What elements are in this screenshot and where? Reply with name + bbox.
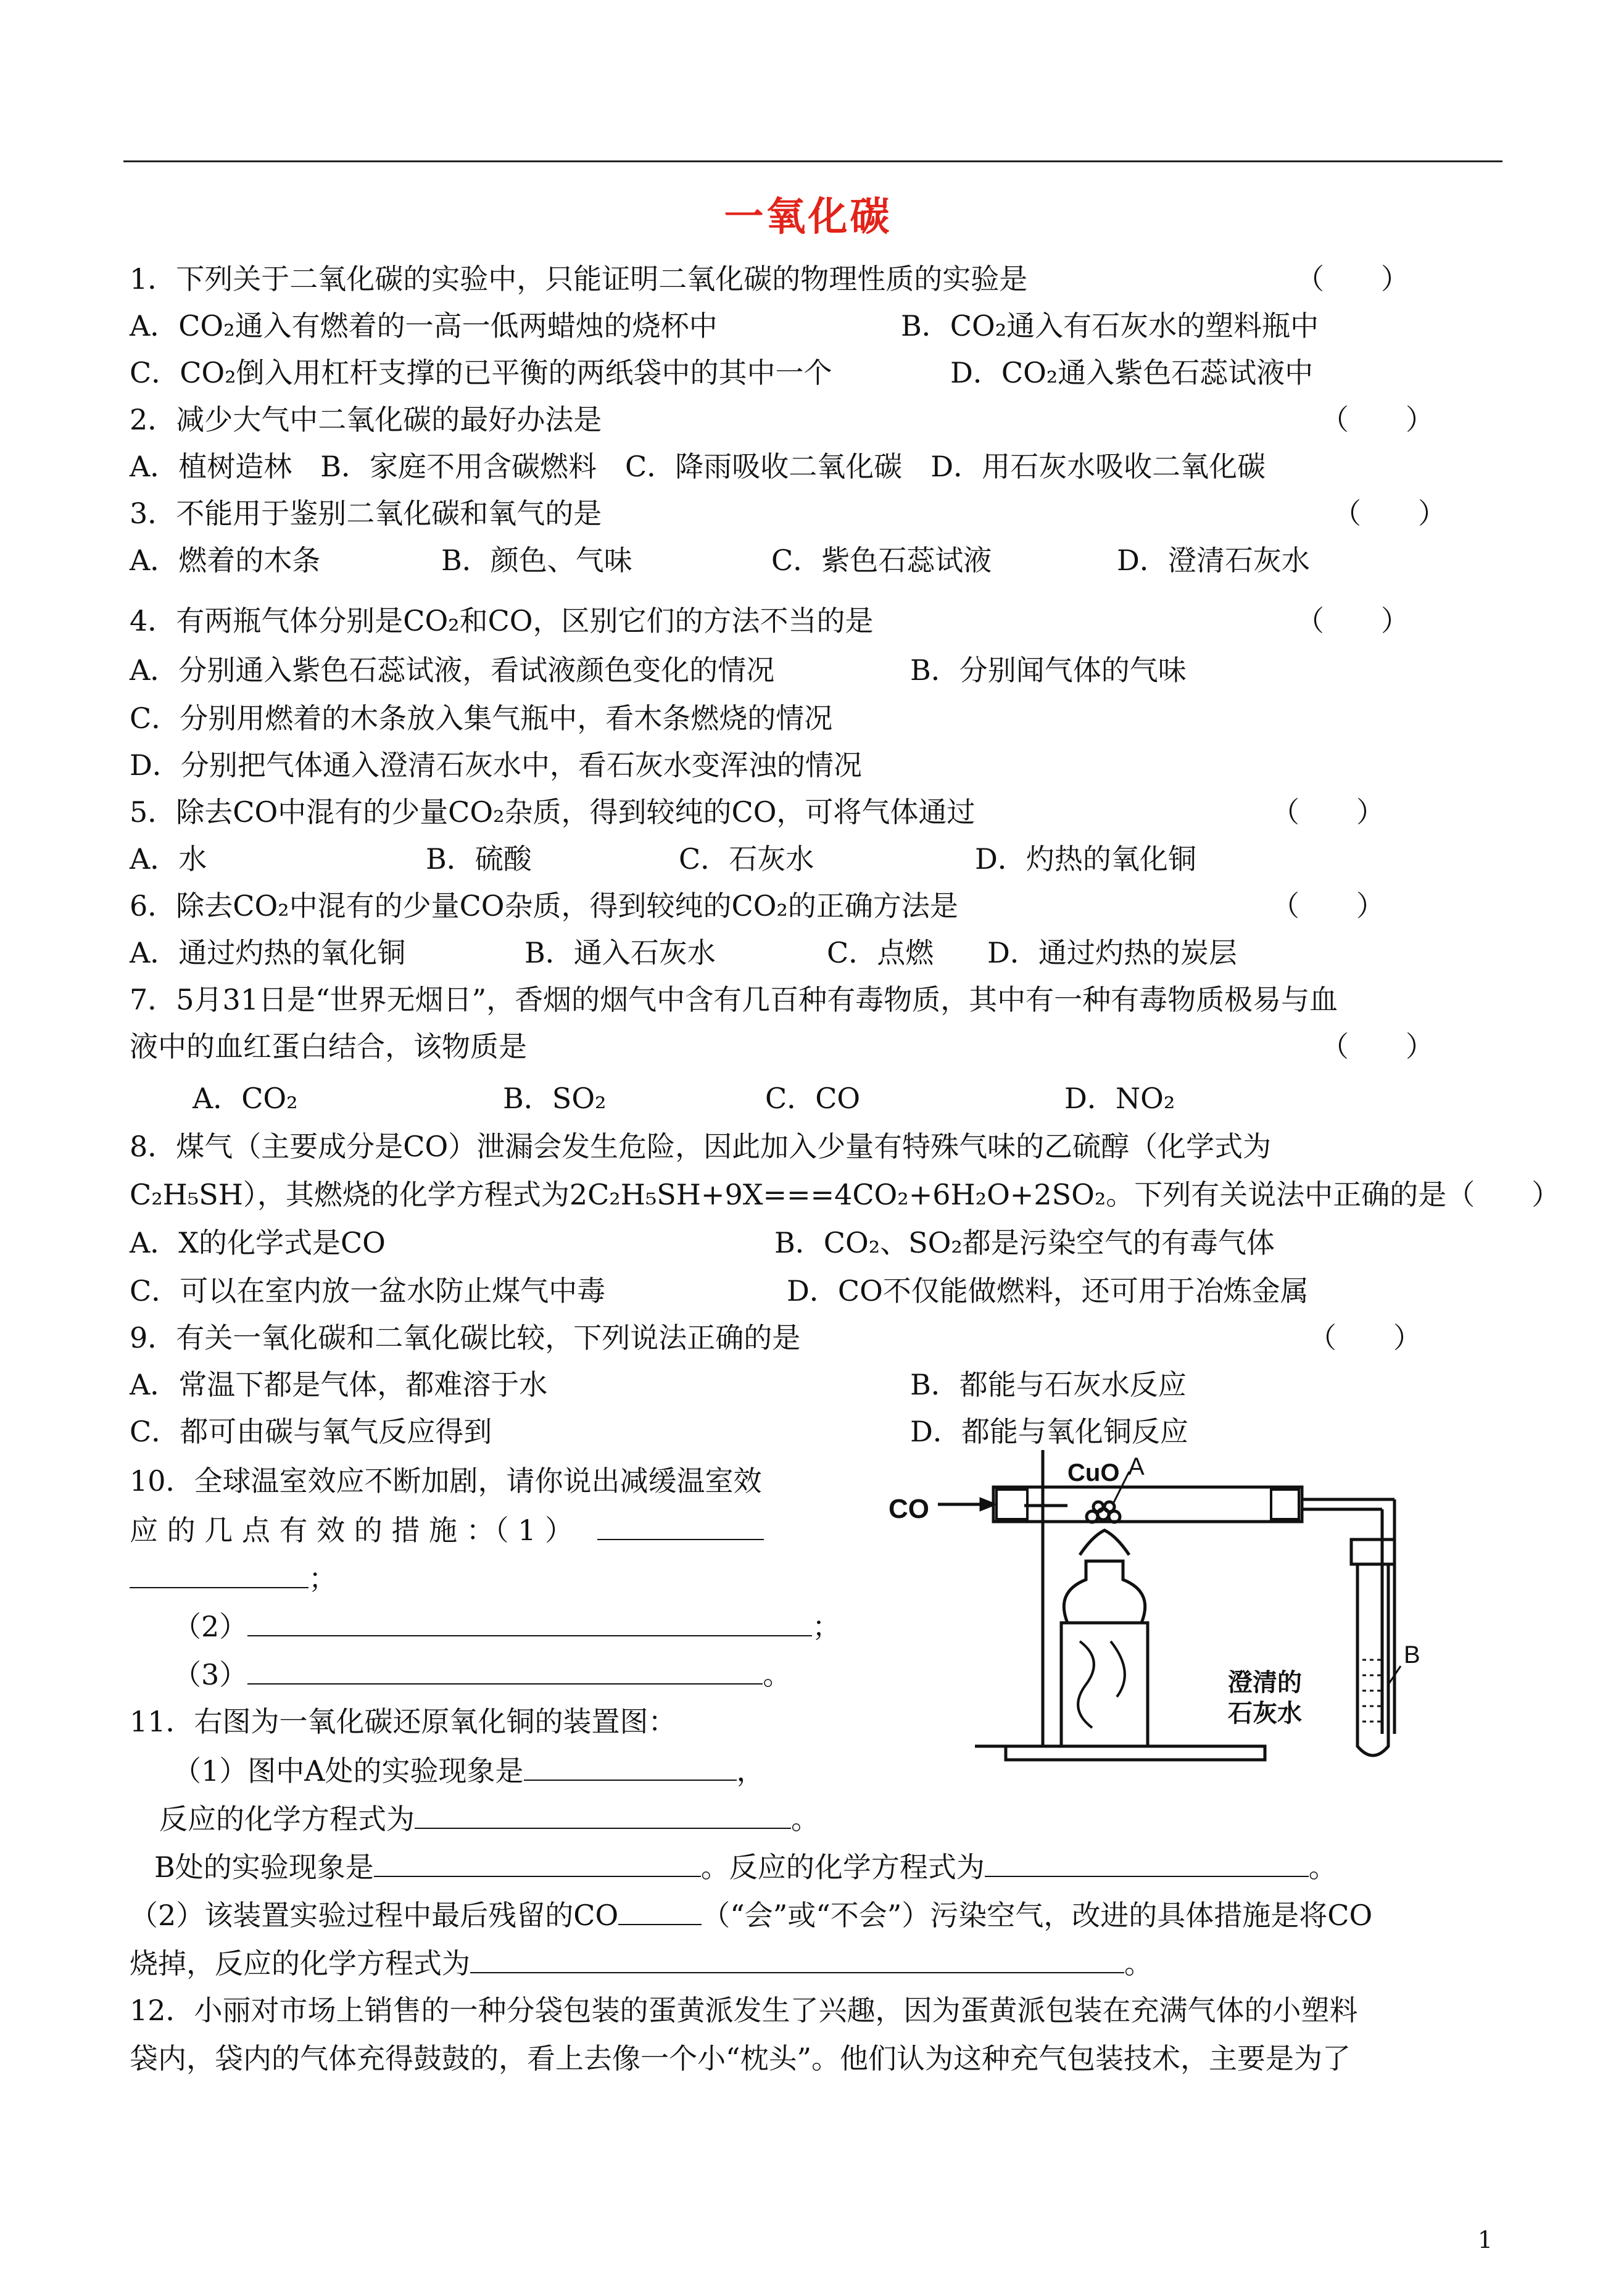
question-5: 5．除去CO中混有的少量CO₂杂质，得到较纯的CO，可将气体通过 — [130, 795, 976, 829]
q9-option-b: B．都能与石灰水反应 — [910, 1368, 1187, 1401]
answer-blank-10-1b[interactable] — [130, 1560, 309, 1588]
co-reduction-apparatus-diagram — [882, 1438, 1425, 1771]
q6-option-d: D．通过灼热的炭层 — [987, 936, 1237, 969]
q11-eq1-label: 反应的化学方程式为 — [159, 1802, 415, 1836]
q5-option-b: B．硫酸 — [426, 842, 532, 876]
q1-option-a: A．CO₂通入有燃着的一高一低两蜡烛的烧杯中 — [130, 309, 718, 342]
q2-options: A．植树造林 B．家庭不用含碳燃料 C．降雨吸收二氧化碳 D．用石灰水吸收二氧化碳 — [130, 450, 1266, 483]
question-7-line2: 液中的血红蛋白结合，该物质是 — [130, 1030, 527, 1063]
answer-bracket-4: （ ） — [1296, 604, 1409, 637]
q1-option-c: C．CO₂倒入用杠杆支撑的已平衡的两纸袋中的其中一个 — [130, 356, 832, 389]
q10-item2-label: （2） — [173, 1610, 248, 1643]
answer-blank-10-3[interactable] — [247, 1656, 763, 1685]
q4-option-d: D．分别把气体通入澄清石灰水中，看石灰水变浑浊的情况 — [130, 748, 862, 782]
answer-bracket-7: （ ） — [1320, 1030, 1434, 1063]
question-10-item2 — [173, 1608, 840, 1644]
q8-option-a: A．X的化学式是CO — [130, 1226, 386, 1259]
question-2: 2．减少大气中二氧化碳的最好办法是 — [130, 403, 602, 436]
q3-option-c: C．紫色石蕊试液 — [771, 544, 992, 577]
question-11-eq1 — [159, 1801, 819, 1836]
q10-item3-label: （3） — [173, 1658, 248, 1691]
q6-option-b: B．通入石灰水 — [524, 936, 716, 969]
answer-blank-10-2[interactable] — [247, 1608, 812, 1636]
q11-b-period: 。 — [1308, 1850, 1337, 1884]
q11-part2-label: （2）该装置实验过程中最后残留的CO — [130, 1899, 619, 1932]
label-cuo: CuO — [1067, 1459, 1120, 1486]
answer-bracket-2: （ ） — [1320, 403, 1434, 436]
q7-option-a: A．CO₂ — [193, 1082, 298, 1115]
q11-eq1-period: 。 — [791, 1802, 819, 1836]
q11-b-mid: 。反应的化学方程式为 — [700, 1850, 985, 1884]
flame — [1080, 1530, 1129, 1555]
label-co: CO — [889, 1494, 929, 1524]
label-b: B — [1404, 1641, 1420, 1668]
stand-base — [1006, 1746, 1265, 1760]
question-3: 3．不能用于鉴别二氧化碳和氧气的是 — [130, 497, 602, 530]
answer-bracket-6: （ ） — [1271, 889, 1385, 922]
q6-option-a: A．通过灼热的氧化铜 — [130, 936, 406, 969]
q11-part2-mid: （“会”或“不会”）污染空气，改进的具体措施是将CO — [702, 1899, 1373, 1932]
q3-option-b: B．颜色、气味 — [441, 544, 632, 577]
header-rule — [123, 160, 1502, 162]
question-11-part1 — [173, 1752, 765, 1788]
question-7-line1: 7．5月31日是“世界无烟日”，香烟的烟气中含有几百种有毒物质，其中有一种有毒物质极易与血 — [130, 983, 1338, 1016]
q7-option-b: B．SO₂ — [503, 1082, 607, 1115]
page-number: 1 — [1477, 2226, 1493, 2253]
question-8-line1: 8．煤气（主要成分是CO）泄漏会发生危险，因此加入少量有特殊气味的乙硫醇（化学式为 — [130, 1130, 1272, 1163]
answer-bracket-5: （ ） — [1271, 795, 1385, 829]
q1-option-d: D．CO₂通入紫色石蕊试液中 — [950, 356, 1314, 389]
q4-option-a: A．分别通入紫色石蕊试液，看试液颜色变化的情况 — [130, 653, 775, 687]
q8-option-d: D．CO不仅能做燃料，还可用于冶炼金属 — [787, 1274, 1309, 1308]
question-9: 9．有关一氧化碳和二氧化碳比较，下列说法正确的是 — [130, 1321, 801, 1354]
answer-blank-11-will[interactable] — [618, 1897, 702, 1925]
question-11-part2-line2 — [130, 1945, 1153, 1981]
question-8-line2: C₂H₅SH），其燃烧的化学方程式为2C₂H₅SH+9X===4CO₂+6H₂O+2SO₂。下列有关说法中正确的是（ ） — [130, 1178, 1560, 1211]
answer-bracket-3: （ ） — [1333, 497, 1446, 530]
question-6: 6．除去CO₂中混有的少量CO杂质，得到较纯的CO₂的正确方法是 — [130, 889, 958, 922]
q6-option-c: C．点燃 — [827, 936, 934, 969]
q10-semicolon: ； — [309, 1562, 337, 1595]
q8-option-b: B．CO₂、SO₂都是污染空气的有毒气体 — [774, 1226, 1275, 1259]
q7-option-c: C．CO — [765, 1082, 861, 1115]
q10-item2-semicolon: ； — [812, 1610, 841, 1643]
q11-b-label: B处的实验现象是 — [154, 1850, 374, 1884]
q11-part2-period: 。 — [1124, 1947, 1153, 1980]
q11-part2-eq-label: 烧掉，反应的化学方程式为 — [130, 1947, 470, 1980]
answer-blank-11-b[interactable] — [374, 1849, 701, 1877]
q9-option-c: C．都可由碳与氧气反应得到 — [130, 1415, 492, 1448]
answer-blank-11-a[interactable] — [524, 1752, 737, 1781]
question-1: 1．下列关于二氧化碳的实验中，只能证明二氧化碳的物理性质的实验是 — [130, 262, 1028, 296]
q4-option-b: B．分别闻气体的气味 — [910, 653, 1187, 687]
q11-part1-label: （1）图中A处的实验现象是 — [173, 1754, 524, 1788]
answer-blank-11-eq2[interactable] — [985, 1849, 1309, 1877]
question-12-line2: 袋内，袋内的气体充得鼓鼓的，看上去像一个小“枕头”。他们认为这种充气包装技术，主要是为了 — [130, 2042, 1351, 2075]
answer-blank-10-1a[interactable] — [597, 1512, 764, 1540]
q10-item3-period: 。 — [763, 1658, 792, 1691]
answer-blank-11-eq3[interactable] — [470, 1945, 1124, 1973]
question-10-item3 — [173, 1656, 791, 1692]
label-a: A — [1128, 1453, 1145, 1480]
q8-option-c: C．可以在室内放一盆水防止煤气中毒 — [130, 1274, 606, 1308]
q9-option-a: A．常温下都是气体，都难溶于水 — [130, 1368, 548, 1401]
q4-option-c: C．分别用燃着的木条放入集气瓶中，看木条燃烧的情况 — [130, 702, 833, 735]
answer-blank-11-eq1[interactable] — [415, 1801, 791, 1829]
q10-prompt: 应 的 几 点 有 效 的 措 施 ：（ 1 ） — [130, 1514, 574, 1547]
answer-bracket-9: （ ） — [1308, 1321, 1422, 1354]
q5-option-c: C．石灰水 — [679, 842, 814, 876]
question-11-part2 — [130, 1897, 1372, 1933]
question-10-line1: 10．全球温室效应不断加剧，请你说出减缓温室效 — [130, 1464, 762, 1498]
burner-stand — [1061, 1623, 1148, 1746]
q3-option-d: D．澄清石灰水 — [1117, 544, 1310, 577]
question-10-line2 — [130, 1512, 764, 1548]
q3-option-a: A．燃着的木条 — [130, 544, 321, 577]
q5-option-d: D．灼热的氧化铜 — [975, 842, 1196, 876]
label-limewater-1: 澄清的 — [1228, 1668, 1302, 1697]
q1-option-b: B．CO₂通入有石灰水的塑料瓶中 — [901, 309, 1319, 342]
question-10-line3 — [130, 1560, 337, 1596]
q5-option-a: A．水 — [130, 842, 207, 876]
test-tube-stopper — [1351, 1540, 1394, 1564]
question-11: 11．右图为一氧化碳还原氧化铜的装置图： — [130, 1705, 677, 1738]
question-4: 4．有两瓶气体分别是CO₂和CO，区别它们的方法不当的是 — [130, 604, 874, 637]
question-11-b — [154, 1849, 1337, 1884]
label-limewater-2: 石灰水 — [1228, 1699, 1302, 1728]
answer-bracket-1: （ ） — [1296, 262, 1409, 296]
q7-option-d: D．NO₂ — [1064, 1082, 1175, 1115]
q11-part1-comma: ， — [736, 1754, 765, 1788]
q9-option-d: D．都能与氧化铜反应 — [910, 1415, 1188, 1448]
alcohol-burner — [1064, 1561, 1145, 1623]
question-12-line1: 12．小丽对市场上销售的一种分袋包装的蛋黄派发生了兴趣，因为蛋黄派包装在充满气体的小塑料 — [130, 1994, 1358, 2027]
page-title: 一氧化碳 — [724, 194, 892, 240]
